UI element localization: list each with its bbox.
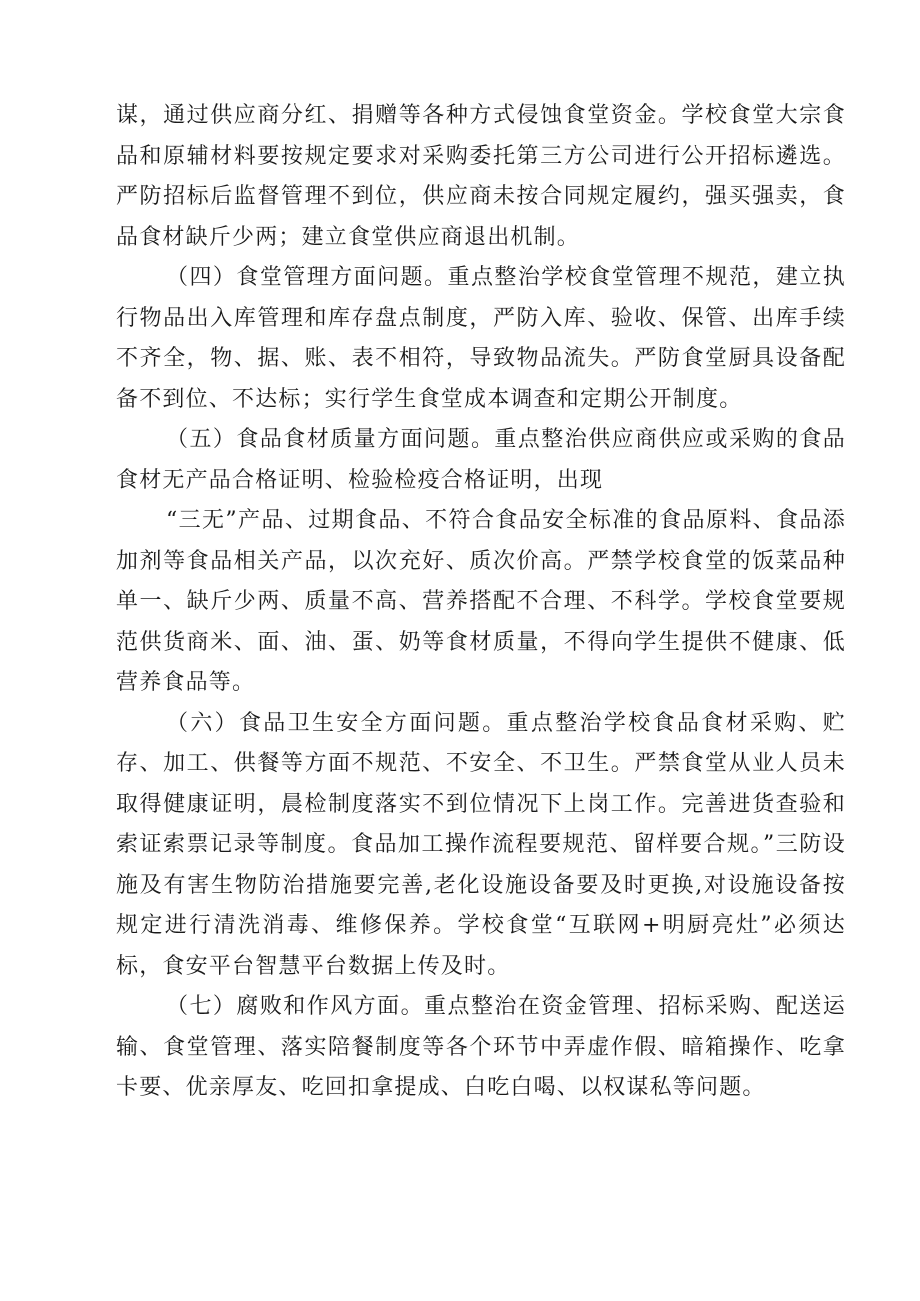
paragraph-canteen-management: （四）食堂管理方面问题。重点整治学校食堂管理不规范，建立执行物品出入库管理和库存盘点制度，严防入库、验收、保管、出库手续不齐全，物、据、账、表不相符，导致物品流失。严防食堂厨具设备配备不到位、不达标；实行学生食堂成本调查和定期公开制度。: [116, 265, 846, 412]
paragraph-food-safety: （六）食品卫生安全方面问题。重点整治学校食品食材采购、贮存、加工、供餐等方面不规范、不安全、不卫生。严禁食堂从业人员未取得健康证明，晨检制度落实不到位情况下上岗工作。完善进货查验和索证索票记录等制度。食品加工操作流程要规范、留样要合规。”三防设施及有害生物防治措施要完善,老化设施设备要及时更换,对设施设备按规定进行清洗消毒、维修保养。学校食堂“互联网+明厨亮灶”必须达标，食安平台智慧平台数据上传及时。: [116, 710, 846, 979]
paragraph-food-quality: （五）食品食材质量方面问题。重点整治供应商供应或采购的食品食材无产品合格证明、检验检疫合格证明，出现: [116, 427, 846, 493]
paragraph-continuation: 谋，通过供应商分红、捐赠等各种方式侵蚀食堂资金。学校食堂大宗食品和原辅材料要按规定要求对采购委托第三方公司进行公开招标遴选。严防招标后监督管理不到位，供应商未按合同规定履约，强买强卖，食品食材缺斤少两；建立食堂供应商退出机制。: [116, 103, 846, 250]
paragraph-three-no-products: “三无”产品、过期食品、不符合食品安全标准的食品原料、食品添加剂等食品相关产品，以次充好、质次价高。严禁学校食堂的饭菜品种单一、缺斤少两、质量不高、营养搭配不合理、不科学。学校食堂要规范供货商米、面、油、蛋、奶等食材质量，不得向学生提供不健康、低营养食品等。: [116, 508, 846, 695]
paragraph-corruption: （七）腐败和作风方面。重点整治在资金管理、招标采购、配送运输、食堂管理、落实陪餐制度等各个环节中弄虚作假、暗箱操作、吃拿卡要、优亲厚友、吃回扣拿提成、白吃白喝、以权谋私等问题。: [116, 994, 846, 1100]
document-body: [116, 96, 846, 1109]
